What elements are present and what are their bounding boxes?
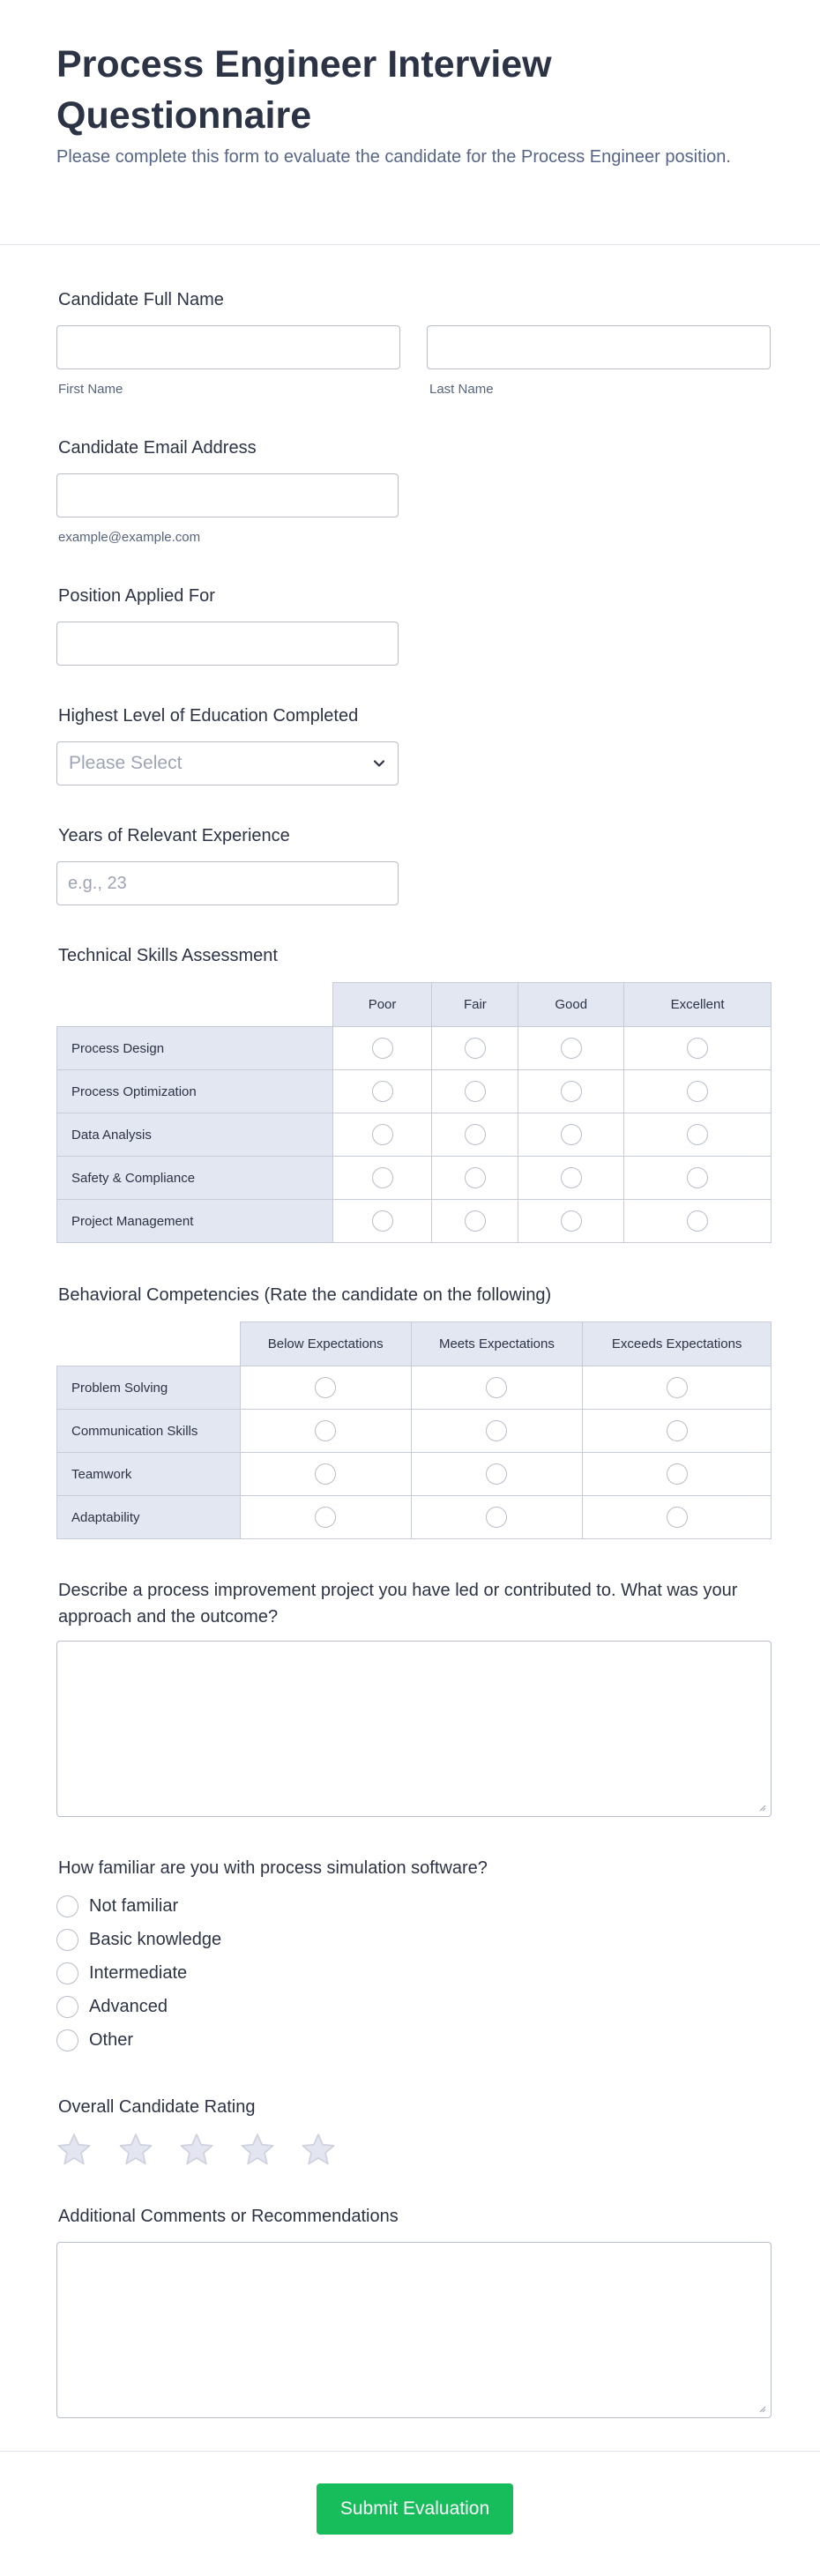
radio-button[interactable] <box>667 1463 688 1485</box>
star-icon[interactable] <box>56 2132 93 2169</box>
tech-rating-cell <box>624 1200 772 1243</box>
radio-button[interactable] <box>561 1038 582 1059</box>
behav-rating-cell <box>240 1410 411 1453</box>
tech-rating-cell <box>518 1113 624 1157</box>
resize-handle-icon[interactable] <box>757 2404 766 2413</box>
behav-row-label: Communication Skills <box>57 1410 241 1453</box>
experience-input[interactable] <box>56 861 399 905</box>
tech-row-label: Project Management <box>57 1200 333 1243</box>
radio-button[interactable] <box>56 1895 78 1917</box>
chevron-down-icon <box>371 756 387 771</box>
behav-rating-cell <box>583 1453 772 1496</box>
tech-col-excellent: Excellent <box>624 983 772 1027</box>
tech-rating-cell <box>432 1157 518 1200</box>
option-label: Other <box>89 2029 134 2050</box>
tech-rating-cell <box>624 1027 772 1070</box>
radio-button[interactable] <box>465 1081 486 1102</box>
education-label: Highest Level of Education Completed <box>58 706 359 726</box>
radio-button[interactable] <box>667 1420 688 1441</box>
matrix-corner <box>57 1322 241 1366</box>
radio-button[interactable] <box>465 1038 486 1059</box>
option-label: Basic knowledge <box>89 1929 222 1949</box>
radio-button[interactable] <box>372 1081 393 1102</box>
behav-row-label: Teamwork <box>57 1453 241 1496</box>
radio-button[interactable] <box>486 1507 507 1528</box>
behav-rating-cell <box>240 1496 411 1539</box>
last-name-sublabel: Last Name <box>429 382 494 397</box>
star-icon[interactable] <box>300 2132 337 2169</box>
radio-button[interactable] <box>486 1377 507 1398</box>
behav-rating-cell <box>411 1366 583 1410</box>
project-textarea[interactable] <box>56 1641 772 1817</box>
tech-rating-cell <box>432 1027 518 1070</box>
radio-button[interactable] <box>486 1420 507 1441</box>
radio-button[interactable] <box>372 1167 393 1188</box>
radio-button[interactable] <box>465 1210 486 1232</box>
option-label: Intermediate <box>89 1962 188 1983</box>
matrix-corner <box>57 983 333 1027</box>
behav-rating-cell <box>411 1496 583 1539</box>
tech-row <box>57 1157 772 1200</box>
tech-rating-cell <box>432 1113 518 1157</box>
radio-button[interactable] <box>687 1038 708 1059</box>
first-name-input[interactable] <box>56 325 400 369</box>
form-header <box>0 0 820 245</box>
radio-button[interactable] <box>561 1167 582 1188</box>
first-name-sublabel: First Name <box>58 382 123 397</box>
star-icon[interactable] <box>239 2132 276 2169</box>
radio-button[interactable] <box>667 1377 688 1398</box>
radio-button[interactable] <box>687 1124 708 1145</box>
radio-button[interactable] <box>687 1081 708 1102</box>
tech-rating-cell <box>332 1200 432 1243</box>
tech-row-label: Process Design <box>57 1027 333 1070</box>
simulation-option[interactable] <box>56 1928 221 1951</box>
behav-row <box>57 1453 772 1496</box>
star-icon[interactable] <box>117 2132 154 2169</box>
option-label: Not familiar <box>89 1895 179 1916</box>
radio-button[interactable] <box>486 1463 507 1485</box>
simulation-label: How familiar are you with process simulation software? <box>58 1858 488 1878</box>
radio-button[interactable] <box>56 2029 78 2051</box>
tech-row-label: Safety & Compliance <box>57 1157 333 1200</box>
tech-rating-cell <box>432 1070 518 1113</box>
form-title: Process Engineer Interview Questionnaire <box>56 43 552 137</box>
candidate-name-label: Candidate Full Name <box>58 290 224 309</box>
behav-rating-cell <box>411 1410 583 1453</box>
experience-label: Years of Relevant Experience <box>58 826 290 845</box>
footer-divider <box>0 2451 820 2452</box>
behavioral-label: Behavioral Competencies (Rate the candidate on the following) <box>58 1285 552 1305</box>
behav-col-exceeds: Exceeds Expectations <box>583 1322 772 1366</box>
comments-label: Additional Comments or Recommendations <box>58 2207 399 2226</box>
radio-button[interactable] <box>56 1929 78 1951</box>
radio-button[interactable] <box>372 1038 393 1059</box>
tech-rating-cell <box>518 1157 624 1200</box>
behavioral-matrix <box>56 1322 772 1539</box>
education-select[interactable] <box>56 741 399 785</box>
behav-rating-cell <box>240 1453 411 1496</box>
form-subtitle: Please complete this form to evaluate the candidate for the Process Engineer position. <box>56 147 731 167</box>
email-label: Candidate Email Address <box>58 438 257 458</box>
tech-row <box>57 1200 772 1243</box>
tech-rating-cell <box>624 1113 772 1157</box>
behav-rating-cell <box>411 1453 583 1496</box>
radio-button[interactable] <box>667 1507 688 1528</box>
star-icon[interactable] <box>178 2132 215 2169</box>
tech-row-label: Data Analysis <box>57 1113 333 1157</box>
technical-skills-label: Technical Skills Assessment <box>58 946 278 965</box>
option-label: Advanced <box>89 1996 168 2016</box>
radio-button[interactable] <box>315 1507 336 1528</box>
radio-button[interactable] <box>372 1210 393 1232</box>
simulation-option[interactable] <box>56 1895 178 1917</box>
radio-button[interactable] <box>315 1377 336 1398</box>
tech-rating-cell <box>332 1157 432 1200</box>
tech-rating-cell <box>518 1200 624 1243</box>
radio-button[interactable] <box>56 1996 78 2018</box>
tech-rating-cell <box>332 1027 432 1070</box>
radio-button[interactable] <box>561 1081 582 1102</box>
radio-button[interactable] <box>561 1124 582 1145</box>
rating-label: Overall Candidate Rating <box>58 2097 256 2117</box>
behav-rating-cell <box>240 1366 411 1410</box>
radio-button[interactable] <box>465 1167 486 1188</box>
project-label: Describe a process improvement project you have led or contributed to. What was your approach and the outcome? <box>58 1581 738 1627</box>
last-name-input[interactable] <box>427 325 771 369</box>
behav-row-label: Problem Solving <box>57 1366 241 1410</box>
simulation-option[interactable] <box>56 1995 168 2018</box>
tech-rating-cell <box>518 1027 624 1070</box>
radio-button[interactable] <box>315 1420 336 1441</box>
tech-col-good: Good <box>518 983 624 1027</box>
position-label: Position Applied For <box>58 586 215 606</box>
tech-rating-cell <box>624 1070 772 1113</box>
radio-button[interactable] <box>372 1124 393 1145</box>
tech-row <box>57 1027 772 1070</box>
behav-row <box>57 1366 772 1410</box>
tech-rating-cell <box>432 1200 518 1243</box>
behav-col-below: Below Expectations <box>240 1322 411 1366</box>
tech-rating-cell <box>332 1070 432 1113</box>
resize-handle-icon[interactable] <box>757 1803 766 1812</box>
behav-rating-cell <box>583 1366 772 1410</box>
comments-textarea[interactable] <box>56 2242 772 2418</box>
behav-row <box>57 1496 772 1539</box>
radio-button[interactable] <box>561 1210 582 1232</box>
behav-rating-cell <box>583 1496 772 1539</box>
simulation-option[interactable] <box>56 2029 133 2051</box>
radio-button[interactable] <box>56 1962 78 1984</box>
tech-rating-cell <box>624 1157 772 1200</box>
tech-row <box>57 1113 772 1157</box>
tech-col-poor: Poor <box>332 983 432 1027</box>
tech-row <box>57 1070 772 1113</box>
email-sublabel: example@example.com <box>58 530 201 545</box>
radio-button[interactable] <box>465 1124 486 1145</box>
email-input[interactable] <box>56 473 399 517</box>
behav-row <box>57 1410 772 1453</box>
radio-button[interactable] <box>315 1463 336 1485</box>
education-selected-value: Please Select <box>69 753 183 773</box>
position-input[interactable] <box>56 622 399 666</box>
radio-button[interactable] <box>687 1210 708 1232</box>
radio-button[interactable] <box>687 1167 708 1188</box>
tech-row-label: Process Optimization <box>57 1070 333 1113</box>
tech-rating-cell <box>332 1113 432 1157</box>
submit-button[interactable]: Submit Evaluation <box>317 2483 513 2535</box>
tech-col-fair: Fair <box>432 983 518 1027</box>
tech-rating-cell <box>518 1070 624 1113</box>
behav-col-meets: Meets Expectations <box>411 1322 583 1366</box>
behav-rating-cell <box>583 1410 772 1453</box>
simulation-option[interactable] <box>56 1962 187 1984</box>
behav-row-label: Adaptability <box>57 1496 241 1539</box>
technical-skills-matrix <box>56 982 772 1243</box>
